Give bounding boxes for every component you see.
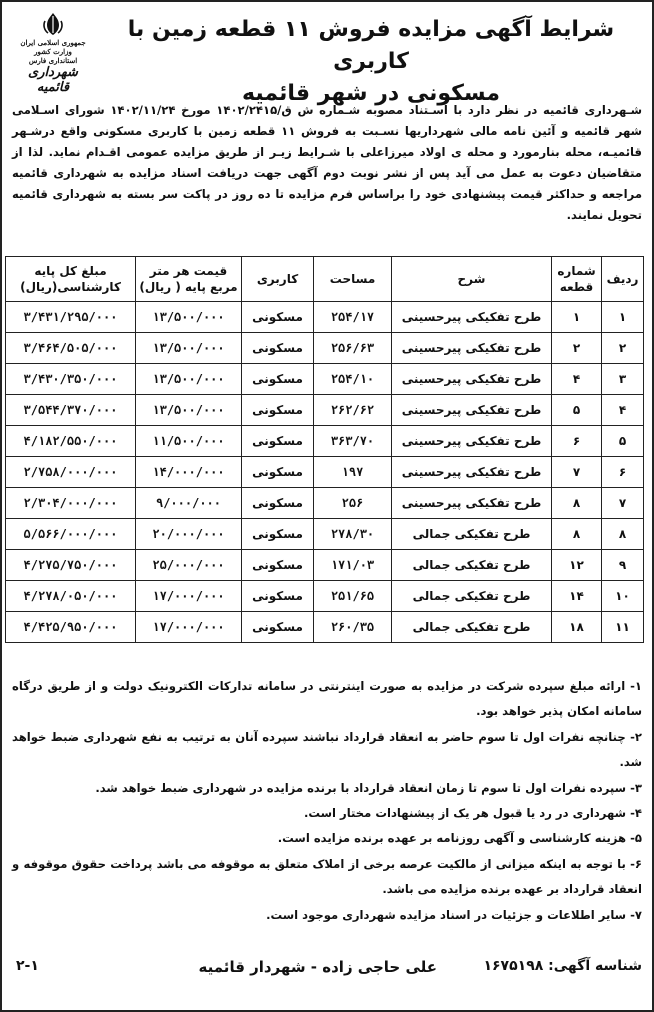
footer — [16, 958, 642, 982]
cell-price-per-sqm: ۱۴/۰۰۰/۰۰۰ — [136, 457, 242, 488]
table-row — [6, 426, 644, 457]
cell-lot-number: ۸ — [552, 488, 602, 519]
cell-area: ۱۹۷ — [314, 457, 392, 488]
table-row — [6, 364, 644, 395]
condition-3: ۳- سپرده نفرات اول تا سوم تا زمان انعقاد قرارداد با برنده مزایده در شهرداری ضبط خواهد شد. — [95, 780, 642, 795]
cell-row-number: ۳ — [602, 364, 644, 395]
cell-total-base-price: ۵/۵۶۶/۰۰۰/۰۰۰ — [6, 519, 136, 550]
condition-5: ۵- هزینه کارشناسی و آگهی روزنامه بر عهده برنده مزایده است. — [277, 831, 642, 846]
cell-total-base-price: ۳/۴۶۴/۵۰۵/۰۰۰ — [6, 333, 136, 364]
cell-lot-number: ۱۸ — [552, 612, 602, 643]
condition-2: ۲- چنانچه نفرات اول تا سوم حاضر به انعقاد قرارداد نباشند سپرده آنان به ترتیب به نفع شهرداری ضبط خواهد شد. — [12, 729, 642, 770]
cell-description: طرح تفکیکی پیرحسینی — [392, 364, 552, 395]
cell-area: ۲۷۸/۳۰ — [314, 519, 392, 550]
cell-total-base-price: ۳/۴۳۰/۳۵۰/۰۰۰ — [6, 364, 136, 395]
table-row — [6, 581, 644, 612]
cell-price-per-sqm: ۱۳/۵۰۰/۰۰۰ — [136, 302, 242, 333]
conditions-list — [12, 674, 642, 928]
cell-total-base-price: ۲/۳۰۴/۰۰۰/۰۰۰ — [6, 488, 136, 519]
cell-row-number: ۱ — [602, 302, 644, 333]
title-line-2: مسکونی در شهر قائمیه — [242, 81, 500, 106]
condition-6: ۶- با توجه به اینکه میزانی از مالکیت عرصه برخی از املاک متعلق به موقوفه می باشد پرداخت حقوق موقوفه و انعقاد قرارداد بر عهده برنده مزایده می باشد. — [12, 856, 642, 897]
cell-description: طرح تفکیکی پیرحسینی — [392, 333, 552, 364]
cell-lot-number: ۴ — [552, 364, 602, 395]
cell-price-per-sqm: ۱۷/۰۰۰/۰۰۰ — [136, 612, 242, 643]
header-lot-number: شماره قطعه — [552, 257, 602, 302]
cell-total-base-price: ۲/۷۵۸/۰۰۰/۰۰۰ — [6, 457, 136, 488]
cell-row-number: ۴ — [602, 395, 644, 426]
cell-description: طرح تفکیکی جمالی — [392, 550, 552, 581]
cell-area: ۲۶۲/۶۲ — [314, 395, 392, 426]
cell-land-use: مسکونی — [242, 519, 314, 550]
cell-description: طرح تفکیکی پیرحسینی — [392, 488, 552, 519]
cell-area: ۲۵۴/۱۷ — [314, 302, 392, 333]
table-row — [6, 612, 644, 643]
cell-land-use: مسکونی — [242, 333, 314, 364]
cell-price-per-sqm: ۲۰/۰۰۰/۰۰۰ — [136, 519, 242, 550]
logo-line-province: استانداری فارس — [28, 56, 78, 65]
municipality-logo — [14, 12, 92, 94]
logo-line-country: جمهوری اسلامی ایران — [20, 38, 86, 47]
lots-table — [5, 256, 644, 643]
cell-description: طرح تفکیکی پیرحسینی — [392, 302, 552, 333]
cell-price-per-sqm: ۱۳/۵۰۰/۰۰۰ — [136, 333, 242, 364]
ad-id: شناسه آگهی: ۱۶۷۵۱۹۸ — [483, 958, 642, 974]
table-row — [6, 519, 644, 550]
table-row — [6, 395, 644, 426]
cell-row-number: ۹ — [602, 550, 644, 581]
header-description: شرح — [392, 257, 552, 302]
table-row — [6, 488, 644, 519]
cell-land-use: مسکونی — [242, 457, 314, 488]
cell-land-use: مسکونی — [242, 302, 314, 333]
cell-land-use: مسکونی — [242, 488, 314, 519]
condition-7: ۷- سایر اطلاعات و جزئیات در اسناد مزایده شهرداری موجود است. — [266, 907, 642, 922]
cell-description: طرح تفکیکی جمالی — [392, 519, 552, 550]
cell-row-number: ۵ — [602, 426, 644, 457]
table-row — [6, 457, 644, 488]
cell-price-per-sqm: ۱۱/۵۰۰/۰۰۰ — [136, 426, 242, 457]
cell-total-base-price: ۴/۱۸۲/۵۵۰/۰۰۰ — [6, 426, 136, 457]
cell-row-number: ۱۱ — [602, 612, 644, 643]
cell-total-base-price: ۴/۲۷۸/۰۵۰/۰۰۰ — [6, 581, 136, 612]
cell-description: طرح تفکیکی پیرحسینی — [392, 395, 552, 426]
condition-4: ۴- شهرداری در رد یا قبول هر یک از پیشنهادات مختار است. — [303, 806, 642, 821]
ad-code: ۲-۱ — [16, 958, 39, 974]
cell-price-per-sqm: ۹/۰۰۰/۰۰۰ — [136, 488, 242, 519]
header-row-number: ردیف — [602, 257, 644, 302]
cell-row-number: ۷ — [602, 488, 644, 519]
cell-description: طرح تفکیکی پیرحسینی — [392, 426, 552, 457]
cell-land-use: مسکونی — [242, 612, 314, 643]
cell-area: ۲۵۶ — [314, 488, 392, 519]
cell-row-number: ۸ — [602, 519, 644, 550]
cell-lot-number: ۸ — [552, 519, 602, 550]
logo-line-ministry: وزارت کشور — [34, 47, 72, 56]
cell-lot-number: ۶ — [552, 426, 602, 457]
header — [14, 12, 642, 106]
cell-price-per-sqm: ۲۵/۰۰۰/۰۰۰ — [136, 550, 242, 581]
table-row — [6, 550, 644, 581]
logo-signature: شهرداری قائمیه — [28, 65, 78, 95]
cell-lot-number: ۱۲ — [552, 550, 602, 581]
cell-area: ۳۶۳/۷۰ — [314, 426, 392, 457]
table-header-row — [6, 257, 644, 302]
cell-total-base-price: ۳/۵۴۴/۳۷۰/۰۰۰ — [6, 395, 136, 426]
cell-area: ۱۷۱/۰۳ — [314, 550, 392, 581]
header-total-base-price: مبلغ کل پایه کارشناسی(ریال) — [6, 257, 136, 302]
cell-row-number: ۶ — [602, 457, 644, 488]
cell-row-number: ۲ — [602, 333, 644, 364]
cell-description: طرح تفکیکی جمالی — [392, 612, 552, 643]
cell-price-per-sqm: ۱۳/۵۰۰/۰۰۰ — [136, 395, 242, 426]
cell-area: ۲۶۰/۳۵ — [314, 612, 392, 643]
cell-total-base-price: ۳/۴۳۱/۲۹۵/۰۰۰ — [6, 302, 136, 333]
cell-description: طرح تفکیکی پیرحسینی — [392, 457, 552, 488]
cell-lot-number: ۲ — [552, 333, 602, 364]
cell-lot-number: ۱ — [552, 302, 602, 333]
cell-area: ۲۵۱/۶۵ — [314, 581, 392, 612]
header-area: مساحت — [314, 257, 392, 302]
table-row — [6, 302, 644, 333]
cell-total-base-price: ۴/۴۲۵/۹۵۰/۰۰۰ — [6, 612, 136, 643]
cell-price-per-sqm: ۱۷/۰۰۰/۰۰۰ — [136, 581, 242, 612]
notice-title — [100, 14, 642, 110]
title-line-1: شرایط آگهی مزایده فروش ۱۱ قطعه زمین با کاربری — [127, 17, 615, 74]
cell-area: ۲۵۶/۶۳ — [314, 333, 392, 364]
iran-emblem-icon — [42, 12, 64, 36]
condition-1: ۱- ارائه مبلغ سپرده شرکت در مزایده به صورت اینترنتی در سامانه تدارکات الکترونیک دولت و از طریق درگاه سامانه امکان پذیر خواهد بود. — [12, 679, 642, 719]
cell-land-use: مسکونی — [242, 426, 314, 457]
header-land-use: کاربری — [242, 257, 314, 302]
cell-description: طرح تفکیکی جمالی — [392, 581, 552, 612]
cell-lot-number: ۵ — [552, 395, 602, 426]
cell-lot-number: ۷ — [552, 457, 602, 488]
cell-land-use: مسکونی — [242, 364, 314, 395]
cell-price-per-sqm: ۱۳/۵۰۰/۰۰۰ — [136, 364, 242, 395]
cell-land-use: مسکونی — [242, 395, 314, 426]
header-price-per-sqm: قیمت هر متر مربع پایه ( ریال) — [136, 257, 242, 302]
table-body — [6, 302, 644, 643]
cell-total-base-price: ۴/۲۷۵/۷۵۰/۰۰۰ — [6, 550, 136, 581]
table-row — [6, 333, 644, 364]
signatory: علی حاجی زاده - شهردار قائمیه — [198, 958, 437, 976]
cell-lot-number: ۱۴ — [552, 581, 602, 612]
cell-row-number: ۱۰ — [602, 581, 644, 612]
cell-area: ۲۵۴/۱۰ — [314, 364, 392, 395]
cell-land-use: مسکونی — [242, 550, 314, 581]
intro-paragraph: شـهرداری قائمیه در نظر دارد با اسـتناد مصوبه شـماره ش ق/۱۴۰۲/۲۴۱۵ مورخ ۱۴۰۲/۱۱/۲۴ شورای اسـلامی شهر قائمیه و آئین نامه مالی شهرداریها نسـبت به فروش ۱۱ قطعه زمین با کاربری مسکونی واقع درشـهر قائمیـه، محله بنارمورد و محله ی اولاد میرزاعلی با شـرایط زیـر از طریق مزایده عمومی اقـدام نماید. لذا از متقاضیان دعوت به عمل می آید پس از نشر نوبت دوم آگهی جهت دریافت اسناد مزایده به شهرداری قائمیه مراجعه و حداکثر قیمت پیشنهادی خود را براساس فرم مزایده تا ده روز در پاکت سر بسته به شهرداری قائمیه تحویل نمایند. — [12, 103, 643, 222]
cell-land-use: مسکونی — [242, 581, 314, 612]
